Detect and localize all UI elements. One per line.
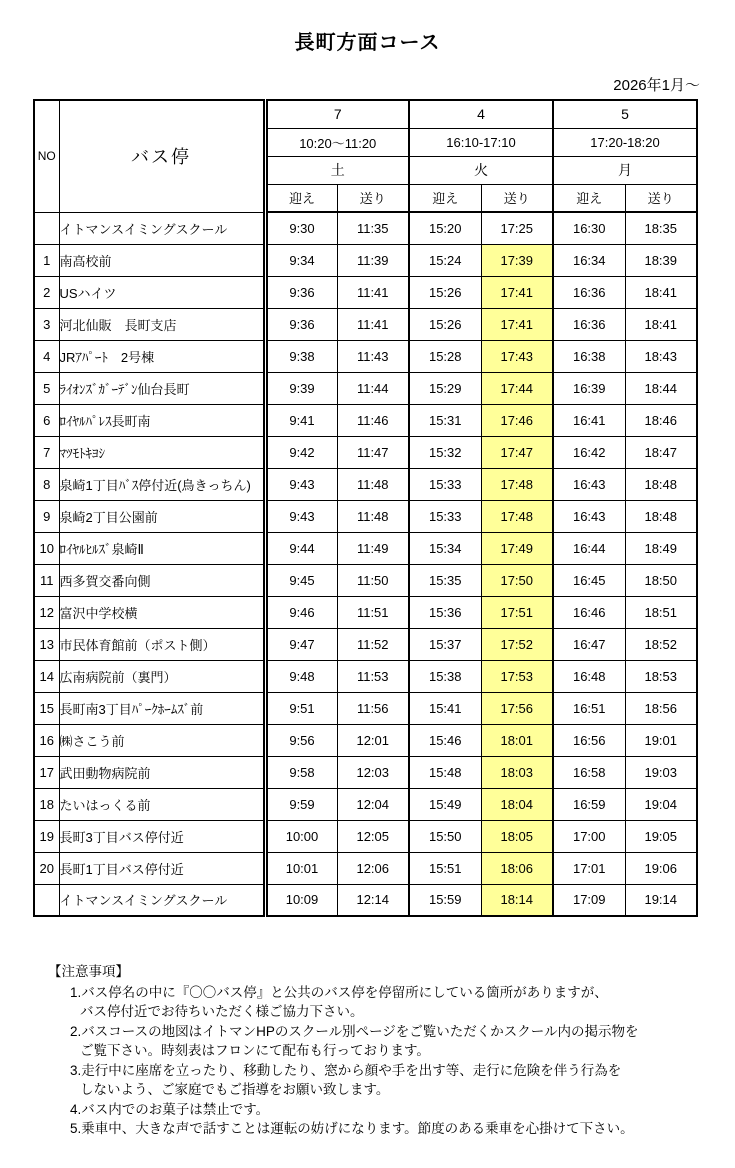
table-row [34, 372, 697, 404]
row-number-cell: 16 [34, 724, 59, 756]
time-cell: 15:35 [409, 564, 481, 596]
row-number-cell: 12 [34, 596, 59, 628]
stop-name-cell: 泉崎2丁目公園前 [59, 500, 265, 532]
time-cell: 17:43 [481, 340, 553, 372]
stop-name-cell: ﾏﾂﾓﾄｷﾖｼ [59, 436, 265, 468]
stop-name-cell: 武田動物病院前 [59, 756, 265, 788]
row-number-cell: 4 [34, 340, 59, 372]
table-row [34, 628, 697, 660]
group-number-row [34, 100, 697, 128]
stop-name-cell: イトマンスイミングスクール [59, 212, 265, 244]
stop-name-cell: 富沢中学校横 [59, 596, 265, 628]
row-number-cell: 6 [34, 404, 59, 436]
row-number-cell: 11 [34, 564, 59, 596]
time-cell: 11:46 [337, 404, 409, 436]
dropoff-header: 送り [481, 184, 553, 212]
time-cell: 15:49 [409, 788, 481, 820]
note-item [48, 1119, 708, 1139]
stop-name-cell: ㈱さこう前 [59, 724, 265, 756]
pickup-header: 迎え [265, 184, 337, 212]
time-cell: 11:47 [337, 436, 409, 468]
time-cell: 9:43 [265, 468, 337, 500]
time-cell: 9:48 [265, 660, 337, 692]
time-cell: 17:53 [481, 660, 553, 692]
table-row [34, 340, 697, 372]
time-cell: 16:30 [553, 212, 625, 244]
time-cell: 11:41 [337, 308, 409, 340]
note-item [48, 1100, 708, 1120]
time-cell: 18:41 [625, 276, 697, 308]
time-cell: 16:47 [553, 628, 625, 660]
time-cell: 17:41 [481, 308, 553, 340]
time-cell: 16:38 [553, 340, 625, 372]
time-cell: 19:03 [625, 756, 697, 788]
time-cell: 18:14 [481, 884, 553, 916]
group-day: 火 [409, 156, 553, 184]
time-cell: 9:34 [265, 244, 337, 276]
table-row [34, 596, 697, 628]
time-cell: 11:44 [337, 372, 409, 404]
time-cell: 15:50 [409, 820, 481, 852]
time-cell: 15:28 [409, 340, 481, 372]
table-row [34, 788, 697, 820]
time-cell: 12:01 [337, 724, 409, 756]
time-cell: 17:09 [553, 884, 625, 916]
time-cell: 16:42 [553, 436, 625, 468]
time-cell: 17:41 [481, 276, 553, 308]
stop-name-cell: 長町1丁目バス停付近 [59, 852, 265, 884]
time-cell: 15:51 [409, 852, 481, 884]
time-cell: 18:48 [625, 500, 697, 532]
time-cell: 19:14 [625, 884, 697, 916]
note-item [48, 983, 708, 1022]
stop-name-cell: 長町南3丁目ﾊﾟｰｸﾎｰﾑｽﾞ前 [59, 692, 265, 724]
row-number-cell: 9 [34, 500, 59, 532]
note-line: 3.走行中に座席を立ったり、移動したり、窓から顔や手を出す等、走行に危険を伴う行為を [70, 1062, 622, 1078]
time-cell: 9:46 [265, 596, 337, 628]
stop-name-cell: USハイツ [59, 276, 265, 308]
row-number-cell: 17 [34, 756, 59, 788]
time-cell: 18:03 [481, 756, 553, 788]
time-cell: 11:49 [337, 532, 409, 564]
table-row [34, 756, 697, 788]
group-number: 4 [409, 100, 553, 128]
row-number-cell: 1 [34, 244, 59, 276]
time-cell: 15:37 [409, 628, 481, 660]
time-cell: 15:41 [409, 692, 481, 724]
time-cell: 18:52 [625, 628, 697, 660]
time-cell: 15:46 [409, 724, 481, 756]
stop-name-cell: イトマンスイミングスクール [59, 884, 265, 916]
time-cell: 12:05 [337, 820, 409, 852]
time-cell: 18:48 [625, 468, 697, 500]
time-cell: 17:25 [481, 212, 553, 244]
time-cell: 15:33 [409, 468, 481, 500]
time-cell: 11:52 [337, 628, 409, 660]
time-cell: 18:43 [625, 340, 697, 372]
note-line: ご覧下さい。時刻表はフロンにて配布も行っております。 [80, 1043, 430, 1058]
time-cell: 16:51 [553, 692, 625, 724]
time-cell: 18:01 [481, 724, 553, 756]
stop-name-cell: 西多賀交番向側 [59, 564, 265, 596]
time-cell: 17:50 [481, 564, 553, 596]
time-cell: 16:39 [553, 372, 625, 404]
time-cell: 12:06 [337, 852, 409, 884]
table-row [34, 404, 697, 436]
note-item [48, 1022, 708, 1061]
time-cell: 18:51 [625, 596, 697, 628]
time-cell: 12:03 [337, 756, 409, 788]
time-cell: 11:43 [337, 340, 409, 372]
time-cell: 18:50 [625, 564, 697, 596]
time-cell: 11:53 [337, 660, 409, 692]
time-cell: 9:44 [265, 532, 337, 564]
group-number: 7 [265, 100, 409, 128]
time-cell: 15:33 [409, 500, 481, 532]
time-cell: 11:39 [337, 244, 409, 276]
stop-name-cell: ﾛｲﾔﾙﾋﾙｽﾞ泉崎Ⅱ [59, 532, 265, 564]
time-cell: 19:04 [625, 788, 697, 820]
time-cell: 9:36 [265, 276, 337, 308]
time-cell: 16:46 [553, 596, 625, 628]
stop-name-cell: 広南病院前（裏門） [59, 660, 265, 692]
time-cell: 15:48 [409, 756, 481, 788]
time-cell: 18:56 [625, 692, 697, 724]
time-cell: 15:26 [409, 276, 481, 308]
pickup-header: 迎え [409, 184, 481, 212]
time-cell: 9:58 [265, 756, 337, 788]
time-cell: 19:06 [625, 852, 697, 884]
time-cell: 11:35 [337, 212, 409, 244]
time-cell: 17:00 [553, 820, 625, 852]
time-cell: 16:48 [553, 660, 625, 692]
table-row [34, 244, 697, 276]
pickup-header: 迎え [553, 184, 625, 212]
time-cell: 11:41 [337, 276, 409, 308]
time-cell: 15:29 [409, 372, 481, 404]
row-number-cell: 13 [34, 628, 59, 660]
time-cell: 18:39 [625, 244, 697, 276]
group-time-range: 17:20-18:20 [553, 128, 697, 156]
time-cell: 10:01 [265, 852, 337, 884]
time-cell: 9:30 [265, 212, 337, 244]
stop-name-cell: ﾗｲｵﾝｽﾞｶﾞｰﾃﾞﾝ仙台長町 [59, 372, 265, 404]
note-line: 5.乗車中、大きな声で話すことは運転の妨げになります。節度のある乗車を心掛けて下さい。 [70, 1121, 634, 1136]
time-cell: 17:48 [481, 500, 553, 532]
row-number-cell: 15 [34, 692, 59, 724]
time-cell: 18:53 [625, 660, 697, 692]
no-column-header: NO [34, 100, 59, 212]
group-time-range: 16:10-17:10 [409, 128, 553, 156]
stop-name-cell: 市民体育館前（ポスト側） [59, 628, 265, 660]
time-cell: 15:31 [409, 404, 481, 436]
time-cell: 16:43 [553, 468, 625, 500]
time-cell: 17:01 [553, 852, 625, 884]
time-cell: 16:58 [553, 756, 625, 788]
note-line: 2.バスコースの地図はイトマンHPのスクール別ページをご覧いただくかスクール内の掲示物を [70, 1023, 639, 1039]
table-row [34, 852, 697, 884]
time-cell: 15:20 [409, 212, 481, 244]
row-number-cell: 10 [34, 532, 59, 564]
time-cell: 18:44 [625, 372, 697, 404]
time-cell: 12:14 [337, 884, 409, 916]
row-number-cell [34, 884, 59, 916]
table-row [34, 276, 697, 308]
dropoff-header: 送り [625, 184, 697, 212]
table-row [34, 884, 697, 916]
table-row [34, 564, 697, 596]
stop-name-cell: たいはっくる前 [59, 788, 265, 820]
stop-name-cell: 泉崎1丁目ﾊﾞｽ停付近(鳥きっちん) [59, 468, 265, 500]
table-row [34, 532, 697, 564]
time-cell: 11:48 [337, 468, 409, 500]
time-cell: 17:52 [481, 628, 553, 660]
note-line: しないよう、ご家庭でもご指導をお願い致します。 [80, 1082, 390, 1097]
notes-section [48, 962, 708, 1139]
effective-date: 2026年1月～ [613, 77, 700, 94]
row-number-cell: 2 [34, 276, 59, 308]
time-cell: 16:36 [553, 308, 625, 340]
time-cell: 18:04 [481, 788, 553, 820]
time-cell: 15:36 [409, 596, 481, 628]
time-cell: 16:41 [553, 404, 625, 436]
table-row [34, 308, 697, 340]
time-cell: 9:43 [265, 500, 337, 532]
notes-heading: 【注意事項】 [48, 964, 129, 979]
time-cell: 17:48 [481, 468, 553, 500]
table-row [34, 436, 697, 468]
stop-name-cell: 南高校前 [59, 244, 265, 276]
time-cell: 16:36 [553, 276, 625, 308]
dropoff-header: 送り [337, 184, 409, 212]
table-row [34, 500, 697, 532]
row-number-cell: 14 [34, 660, 59, 692]
group-time-range: 10:20～11:20 [265, 128, 409, 156]
timetable-body [34, 212, 697, 916]
time-cell: 9:56 [265, 724, 337, 756]
time-cell: 9:45 [265, 564, 337, 596]
stop-name-cell: 河北仙販 長町支店 [59, 308, 265, 340]
stop-column-header: バス停 [59, 100, 265, 212]
time-cell: 16:44 [553, 532, 625, 564]
time-cell: 17:44 [481, 372, 553, 404]
row-number-cell: 7 [34, 436, 59, 468]
time-cell: 9:47 [265, 628, 337, 660]
time-cell: 11:51 [337, 596, 409, 628]
note-line: 4.バス内でのお菓子は禁止です。 [70, 1101, 270, 1117]
time-cell: 10:00 [265, 820, 337, 852]
time-cell: 11:56 [337, 692, 409, 724]
time-cell: 18:35 [625, 212, 697, 244]
stop-name-cell: 長町3丁目バス停付近 [59, 820, 265, 852]
notes-list [48, 983, 708, 1139]
time-cell: 9:36 [265, 308, 337, 340]
time-cell: 9:41 [265, 404, 337, 436]
note-line: バス停付近でお待ちいただく様ご協力下さい。 [80, 1004, 364, 1019]
time-cell: 18:47 [625, 436, 697, 468]
table-row [34, 660, 697, 692]
time-cell: 16:34 [553, 244, 625, 276]
note-item [48, 1061, 708, 1100]
table-row [34, 820, 697, 852]
time-cell: 9:39 [265, 372, 337, 404]
time-cell: 16:59 [553, 788, 625, 820]
time-cell: 18:05 [481, 820, 553, 852]
time-cell: 15:34 [409, 532, 481, 564]
row-number-cell: 20 [34, 852, 59, 884]
time-cell: 16:45 [553, 564, 625, 596]
time-cell: 19:05 [625, 820, 697, 852]
time-cell: 15:26 [409, 308, 481, 340]
time-cell: 18:49 [625, 532, 697, 564]
group-number: 5 [553, 100, 697, 128]
time-cell: 9:38 [265, 340, 337, 372]
timetable-header [34, 100, 697, 212]
time-cell: 11:50 [337, 564, 409, 596]
time-cell: 17:39 [481, 244, 553, 276]
time-cell: 18:46 [625, 404, 697, 436]
note-line: 1.バス停名の中に『〇〇バス停』と公共のバス停を停留所にしている箇所がありますが、 [70, 984, 608, 1000]
time-cell: 17:47 [481, 436, 553, 468]
stop-name-cell: ﾛｲﾔﾙﾊﾟﾚｽ長町南 [59, 404, 265, 436]
time-cell: 9:42 [265, 436, 337, 468]
group-day: 土 [265, 156, 409, 184]
time-cell: 12:04 [337, 788, 409, 820]
time-cell: 18:41 [625, 308, 697, 340]
time-cell: 16:56 [553, 724, 625, 756]
row-number-cell: 18 [34, 788, 59, 820]
row-number-cell [34, 212, 59, 244]
time-cell: 15:32 [409, 436, 481, 468]
bus-timetable [33, 99, 698, 917]
time-cell: 11:48 [337, 500, 409, 532]
time-cell: 9:59 [265, 788, 337, 820]
time-cell: 17:51 [481, 596, 553, 628]
row-number-cell: 5 [34, 372, 59, 404]
table-row [34, 692, 697, 724]
stop-name-cell: JRｱﾊﾟｰﾄ 2号棟 [59, 340, 265, 372]
group-day: 月 [553, 156, 697, 184]
row-number-cell: 8 [34, 468, 59, 500]
time-cell: 15:38 [409, 660, 481, 692]
table-row [34, 724, 697, 756]
table-row [34, 468, 697, 500]
time-cell: 17:46 [481, 404, 553, 436]
time-cell: 17:49 [481, 532, 553, 564]
time-cell: 17:56 [481, 692, 553, 724]
time-cell: 9:51 [265, 692, 337, 724]
time-cell: 15:24 [409, 244, 481, 276]
timetable-container [33, 99, 698, 917]
time-cell: 15:59 [409, 884, 481, 916]
time-cell: 16:43 [553, 500, 625, 532]
row-number-cell: 19 [34, 820, 59, 852]
time-cell: 10:09 [265, 884, 337, 916]
page-title: 長町方面コース [294, 32, 441, 54]
time-cell: 19:01 [625, 724, 697, 756]
row-number-cell: 3 [34, 308, 59, 340]
time-cell: 18:06 [481, 852, 553, 884]
table-row [34, 212, 697, 244]
